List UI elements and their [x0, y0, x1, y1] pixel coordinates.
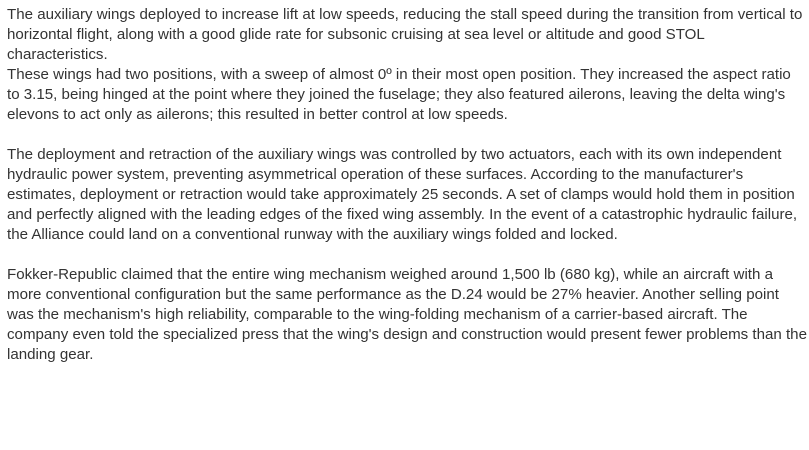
paragraph-wing-positions: These wings had two positions, with a sweep of almost 0º in their most open position. They increased the aspect ratio to 3.15, being hinged at the point where they joined the fuselage; they also featured ailerons, leaving the delta wing's elevons to act only as ailerons; this resulted in better control at low speeds.: [7, 66, 791, 123]
paragraph-auxiliary-wings-lift: The auxiliary wings deployed to increase lift at low speeds, reducing the stall speed during the transition from vertical to horizontal flight, along with a good glide rate for subsonic cruising at sea level or altitude and good STOL characteristics.: [7, 6, 803, 63]
paragraph-deployment-retraction: The deployment and retraction of the auxiliary wings was controlled by two actuators, each with its own independent hydraulic power system, preventing asymmetrical operation of these surfaces. According to the manufacturer's estimates, deployment or retraction would take approximately 25 seconds. A set of clamps would hold them in position and perfectly aligned with the leading edges of the fixed wing assembly. In the event of a catastrophic hydraulic failure, the Alliance could land on a conventional runway with the auxiliary wings folded and locked.: [7, 146, 798, 243]
paragraph-mechanism-weight: Fokker-Republic claimed that the entire wing mechanism weighed around 1,500 lb (680 kg), while an aircraft with a more conventional configuration but the same performance as the D.24 would be 27% heavier. Another selling point was the mechanism's high reliability, comparable to the wing-folding mechanism of a carrier-based aircraft. The company even told the specialized press that the wing's design and construction would present fewer problems than the landing gear.: [7, 266, 807, 363]
article-body: [7, 5, 807, 365]
